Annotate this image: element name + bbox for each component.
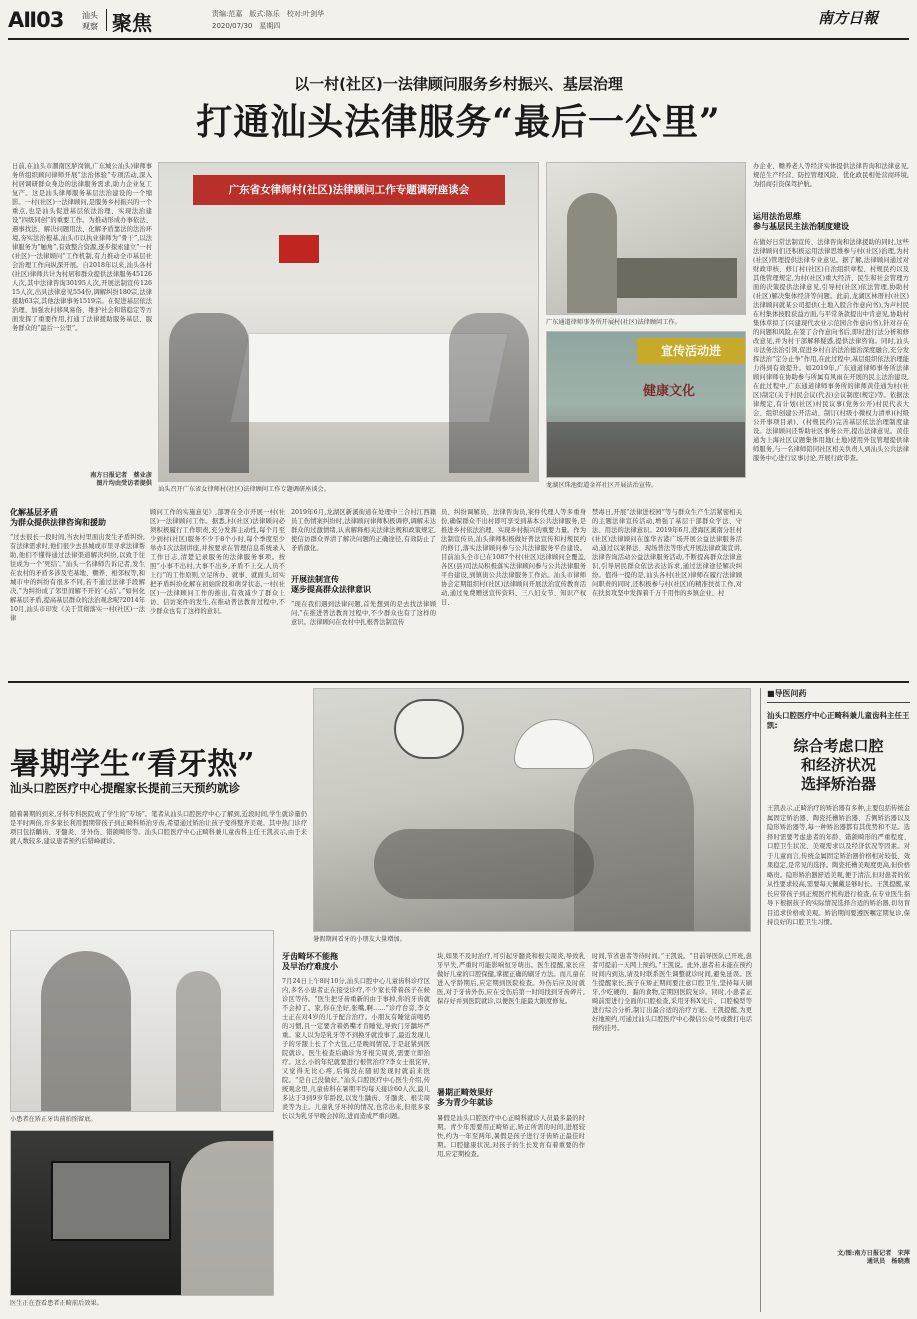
law-promotion-caption: 龙湖区珠池街道金祥社区开展法治宣传。 xyxy=(546,482,658,489)
dental-lamp xyxy=(514,719,594,769)
article2-subtitle: 汕头口腔医疗中心提醒家长提前三天预约就诊 xyxy=(10,781,240,795)
article1-col3-text-a: 2019年6月,龙湖区新溪街道在处理中三合村江西籍员工伤情案纠纷时,法律顾问律师积极调停,调解未达群众的过激情绪,认真解释相关法律法规和政策规定,使信访群众弄清了解决问题的正确途径,有效防止了矛盾激化。 xyxy=(291,509,436,552)
sidebar-tag: ■导医问药 xyxy=(767,688,910,703)
law-promotion-photo xyxy=(546,331,746,478)
attendees-left xyxy=(169,313,249,473)
article1-kicker: 以一村(社区)一法律顾问服务乡村振兴、基层治理 xyxy=(294,75,623,93)
article1-right-col-text: 在做好日常法制宣传、法律咨询和法律援助的同时,这些法律顾问们还积极运用法律思维参与村(社区)治理,为村(社区)管理提供法律专业意见。据了解,法律顾问通过对财政审核、修订村(社区)自治组织章程、村规民约以及其他管理规定,为村(社区)重大经济、民生和社会管理方面的决策提供法律意见,引导村(社区)依法管理,协助村(社区)解决集体经济等问题。此前,龙湖区林厝村(社区)法律顾问就某公司提供(土地入股合作意向书),为声村民在村集体按股获益方面,与平常条款提出中肯意见,协助村集体草拟了(兴建现代农业示范园合作意向书),针对存在的问题和风险,在签了合作意向书后,即时进行法分析和修改意见,并为村干部解释疑惑,提供法律咨询。同时,汕头市法务法治引领,促进乡村自治法治德治深度融合,充分发挥法治“定分止争”作用,在此过程中,基层组织依法治理能力得到有效提升。如2019年,广东通道律师事务所法律顾问律师在协助参与所属有风雨在开展的民主法治建设,在此过程中,广东通道律师事务所的律师黄佳通为村(社区)制定(关于村民会议(代表)会议制度(规定)等。依据法律规定,有计划(社区)村民议事(党务公开)村民代表大会、组织创建公开活动、制订(村级小微权力清单)(村级公开事项目录)、(村规民约)完善基层依法治理制度建设。法律顾问还帮助社区事务公开,提出法律意见。黄佳通为上海社区议题集体用地(土地)使用外包管理提供律师服务,与一名律师陪同社区相关负责人到汕头公共法律服务中心进行议事讨论,开展行政审查。 xyxy=(753,239,909,462)
dental-clinic-caption: 暑假期间看牙的小朋友大量增加。 xyxy=(313,936,406,943)
doctor-profile xyxy=(181,1141,274,1296)
article1-intro: 日前,在汕头市潮南区胪岗镇,广东城公汕头)律师事务所组织顾问律师开展“法治体验”专项活动,深入村居调研群众身边的法律服务需求,助力企业复工复产。这是汕头律师服务基层法治建设的一个缩影。一村(社区)一法律顾问,是服务乡村振兴的一个重点,也是汕头促进基层依法治理、实现法治建设“四级同创”的重要工作。为推动形成办事依法、遇事找法、解决问题用法、化解矛盾靠法的法治环境,夯实法治根基,汕头市以执业律师为“骨干”,以法律服务为“触角”,有效整合资源,逐步探索建立“一村(社区)一法律顾问”工作机制,有力推动全市基层社会治理工作向纵深开展。自2018年以来,汕头各村(社区)律师共计为村居和群众提供法律服务45126人次,其中法律咨询30195人次,开展法制宣传12615人次,出具法律意见554份,调解纠纷180宗,法律援助63宗,其他法律事务1519宗。在促进基层依法治理、加强农村移风易俗、维护社会和谐稳定等方面发挥了重要作用,打通了法律援助服务基层、服务群众的“最后一公里”。 xyxy=(12,163,152,332)
article2-col1-text: 7月24日上午8时10分,汕头口腔中心儿童齿科诊疗区内,多名小患者正在接受诊疗,不少家长带着孩子在候诊区等待。“医生把牙齿重新的由于事掉,你的牙齿就不会掉了。家,你在坐好,张嘴,啊……”诊疗台旁,李女士正在对4岁的儿子配合治疗。小朋友有睡觉前喝奶的习惯,且一定要含着奶嘴才肯睡觉,导致门牙龋坏严重。家人以为是乳牙等不到换牙就没事了,最近发现儿子的牙龈上长了个大包,已是晚间情况,于是赶紧到医院就诊。医生检查后确诊为牙根尖周炎,需要立即治疗。这么小的年纪就要进行根管治疗?李女士很诧异,又觉得无比心疼,后悔没在随初发现时就前来医院。“是自己没做好。”汕头口腔医疗中心医生介绍,传统观念里,儿童齿科在暑期平均每天接诊60人次,最儿多达于3到9岁年龄段,以发生龋齿、牙髓炎、根尖周炎等为主。儿童乳牙坏掉的情况,也常出来,但很多家长以为乳牙早晚会掉的,进而造成严重问题。 xyxy=(282,978,430,1120)
section-code: AⅡ03 xyxy=(8,8,64,32)
article2-col2-text: 块,如果不及时治疗,可引起牙髓炎和根尖周炎,导致乳牙早失,严重时可能影响恒牙萌出。医生提醒,家长应做好儿童的口腔保健,掌握正确的刷牙方法。而儿童在进入学龄期后,应定期到医院检查。外伤后应及时就医,对于牙齿外伤,应在受伤后第一时间找到牙齿碎片,保存好并到医院就诊,以便医生能最大限度修复。 xyxy=(437,953,585,1005)
article1-headline: 打通汕头法律服务“最后一公里” xyxy=(196,101,721,143)
article1-col1-text: “过去很长一段时间,当农村里面出发生矛盾纠纷,有法律需求时,他们很少去县城或市里寻求法律帮助,他们不懂得通过法律渠道解决纠纷,以致于往往成为一个‘死结’。”汕头一名律师告诉记者,发生在农村的矛盾多涉及宅基地、赡养、相邻权等,和城市中的纠纷有很多不同,若不通过法律手段解决,“为纠纷成了邻里间解不开的‘心结’。”如何化解基层矛盾,提高基层群众的法治观念呢?2014年10月,汕头市印发《关于贯彻落实一村(社区)一法律 xyxy=(10,534,145,622)
lawyer-office-photo xyxy=(546,162,746,315)
photographer-figure xyxy=(41,951,131,1112)
article1-subhead-3: 开展法制宣传 逐步提高群众法律意识 xyxy=(291,575,371,594)
doctor-review-photo xyxy=(10,1130,274,1296)
masthead-logo: 南方日報 xyxy=(818,9,879,27)
header-divider xyxy=(106,9,107,31)
child-figure xyxy=(176,971,221,1112)
credits: 责编:范嘉 版式:陈乐 校对:叶剑华 xyxy=(212,10,325,18)
edition-bottom: 观察 xyxy=(82,22,98,31)
promotion-banner: 宣传活动进 xyxy=(637,338,745,364)
article2-subhead-1: 牙齿畸坏不能拖 及早治疗难度小 xyxy=(282,952,338,971)
sidebar-headline: 综合考虑口腔 和经济状况 选择矫治器 xyxy=(793,737,884,793)
flag-icon xyxy=(279,235,319,263)
sidebar-intro: 汕头口腔医疗中心正畸科兼儿童齿科主任王凯: xyxy=(767,711,910,730)
dental-clinic-photo xyxy=(313,688,751,932)
doctor-review-caption: 医生正在查看患者正畸前后效果。 xyxy=(10,1300,103,1307)
monitor-screen xyxy=(51,1161,171,1241)
issue-date: 2020/07/30 星期四 xyxy=(212,22,281,30)
sidebar-byline: 文/图:南方日报记者 宋萍 通讯员 杨晓燕 xyxy=(837,1250,910,1265)
article2-headline: 暑期学生“看牙热” xyxy=(10,747,255,782)
article1-subhead-right: 运用法治思维 参与基层民主法治制度建设 xyxy=(753,212,849,231)
orthodontic-photo-session xyxy=(10,930,274,1112)
sidebar-body: 王凯表示,正畸治疗的矫治器有多种,主要包括传统金属固定矫治器、陶瓷托槽矫治器、舌侧矫治器以及隐形矫治器等,每一种矫治器都有其优势和不足。选择时需要考虑患者的年龄、错颌畸形的严重程度、口腔卫生状况、美观需求以及经济状况等因素。对于儿童而言,传统金属固定矫治器价格相对较低、效果稳定,是常见的选择。陶瓷托槽美观度更高,但价格略贵。隐形矫治器舒适美观,便于清洁,但对患者的依从性要求较高,需要每天佩戴足够时长。王凯提醒,家长应带孩子到正规医疗机构进行检查,在专业医生指导下根据孩子的实际情况选择合适的矫治器,切勿盲目追求价格或美观。矫治期间要遵医嘱定期复诊,保持良好的口腔卫生习惯。 xyxy=(767,805,910,926)
article-divider xyxy=(8,681,909,683)
crowd xyxy=(547,422,746,478)
panda-decoration xyxy=(394,699,464,759)
article2-intro: 随着暑期的到来,牙科专科医院成了学生的“专场”。笔者从汕头口腔医疗中心了解到,近段时间,学生就诊量仍是平时两倍,许多家长利用假期带孩子到正畸科矫治牙齿,希望通过矫治让孩子变得整齐美观。其中热门诊疗项目包括齲齿、牙髓炎、牙外伤、错颌畸形等。汕头口腔医疗中心正畸科兼儿童齿科主任王凯表示,由于来就人数较多,建议患者预约后错峰就诊。 xyxy=(10,811,307,845)
section-name: 聚焦 xyxy=(112,11,152,35)
article1-right-top-text: 办企业、赡养老人等经济实体提供法律咨询和法律意见,规范生产经营、防控管理风险、优化政民相处营商环境,为招商引资保驾护航。 xyxy=(753,163,909,188)
header-rule xyxy=(8,38,909,40)
article1-col5-text: 禁毒日,开展“法律进校园”等与群众生产生活紧密相关的主题法律宣传活动,增强了基层干部群众学法、守法、用法的法律意识。2019年6月,澄海区溪南分驻村(社区)法律顾问在莲华古港广场开展公益法律服务活动,通过以案释法、现场普法等形式开展法律政策宣讲,法律咨询活动公益法律服务活动,不断提高群众法律意识,引导居民群众依法表达诉求,通过法律途径解决纠纷。值得一提的是,汕头各村(社区)律师在履行法律顾问职责的同时,还积极参与村(社区)的精准扶贫工作,对在扶贫攻坚中发挥着千万千用作的乡镇企业、村 xyxy=(592,509,742,597)
desk xyxy=(617,258,737,298)
person-figure xyxy=(567,193,617,313)
doctor-figure xyxy=(574,749,694,932)
sidebar-box xyxy=(760,688,910,1312)
article1-col3-text-b: “现在我们遇到法律问题,首先想到的是去找法律顾问,”在推进普法教育过程中,不少群众也有了这样的意识。法律顾问在农村中扎根普法制宣传 xyxy=(291,601,436,626)
seminar-photo-caption: 汕头召开广东省女律师村(社区)法律顾问工作专题调研座谈会。 xyxy=(158,486,330,493)
attendees-right xyxy=(449,313,529,473)
lawyer-office-caption: 广东通道律师事务所开展村(社区)法律顾问工作。 xyxy=(546,319,681,326)
page-header xyxy=(0,0,917,40)
article2-col2-text-b: 暑假是汕头口腔医疗中心正畸科就诊人员最多最的时期。青少年需要用正畸矫正,矫正所需的时间,进展较快,约为一年至两年,暑假是孩子进行牙齿矫正最佳时期。口腔健康状况,对孩子的生长发育有着重要的作用,应定期检查。 xyxy=(437,1115,585,1158)
article2-col3-text: 时间,节省患者等待时间。”王凯说。“目前导医队已开班,患者可提前一天网上预约。”王凯说。此外,患者若未能在预约时间内到达,请及时联系医生调整就诊时间,避免延误。医生提醒家长,孩子在矫正期间要注意口腔卫生,坚持每天刷牙,少吃硬的、黏的食物,定期回医院复诊。同时,小患者正畸前需进行全面的口腔检查,采用牙科X光片、口腔模型等进行综合分析,制订出最合适的治疗方案。王凯提醒,为更好地预约,可通过汕头口腔医疗中心微信公众号或拨打电话预约挂号。 xyxy=(592,953,752,1032)
article1-subhead-1: 化解基层矛盾 为群众提供法律咨询和援助 xyxy=(10,508,106,527)
article2-subhead-2: 暑期正畸效果好 多为青少年就诊 xyxy=(437,1088,493,1107)
article1-col2-text: 顾问工作的实施意见》,部署在全市开展一村(社区)一法律顾问工作。据悉,村(社区)法律顾问必须积极履行工作职责,充分发挥主动性,每个月至少到村(社区)服务不少于8个小时,每个季度至少举办1次法制讲座,并按要求在管理信息系统录入工作日志,清楚记录服务的法律服务事项。按照“小事不出村,大事不出乡,矛盾不上交,人员不上行”的工作原则,立足所办、就事、就面头,切实把矛盾纠纷化解在初始阶段和萌芽状态,一村(社区)一法律顾问工作的推出,有效减少了群众上访、信访案件的发生,在推动普法教育过程中,不少群众也有了这样的意识。 xyxy=(150,509,285,615)
article1-byline: 南方日报记者 蔡业彦 图片均由受访者提供 xyxy=(90,472,152,487)
seminar-banner: 广东省女律师村(社区)法律顾问工作专题调研座谈会 xyxy=(193,175,505,205)
edition-top: 汕头 xyxy=(82,11,98,20)
article1-col4-text: 员、纠纷调解员、法律咨询员,案件代理人等多重身份,确保群众不出村即可享受到基本公共法律服务,是推进乡村依法治理、实现乡村振兴的重要力量。作为法制宣传员,汕头律师积极做好普法宣传和村规民约的修订,落实法律顾问参与公共法律服务平台建设。目前汕头全市已在1087个村(社区)法律顾问全覆盖,各区(县)司法局积极落实法律顾问参与公共法律服务平台建设,到镇街公共法律服务工作站。汕头市律师协会定期组织村(社区)法律顾问开展法治宣传教育活动,通过免费赠送宣传资料、三八妇女节、知识产权日、 xyxy=(441,509,586,606)
orthodontic-photo-caption: 小患者在矫正牙齿前拍照留底。 xyxy=(10,1116,97,1123)
seminar-photo xyxy=(158,162,539,482)
patient-figure xyxy=(374,829,594,899)
promotion-board-text: 健康文化 xyxy=(643,384,696,399)
